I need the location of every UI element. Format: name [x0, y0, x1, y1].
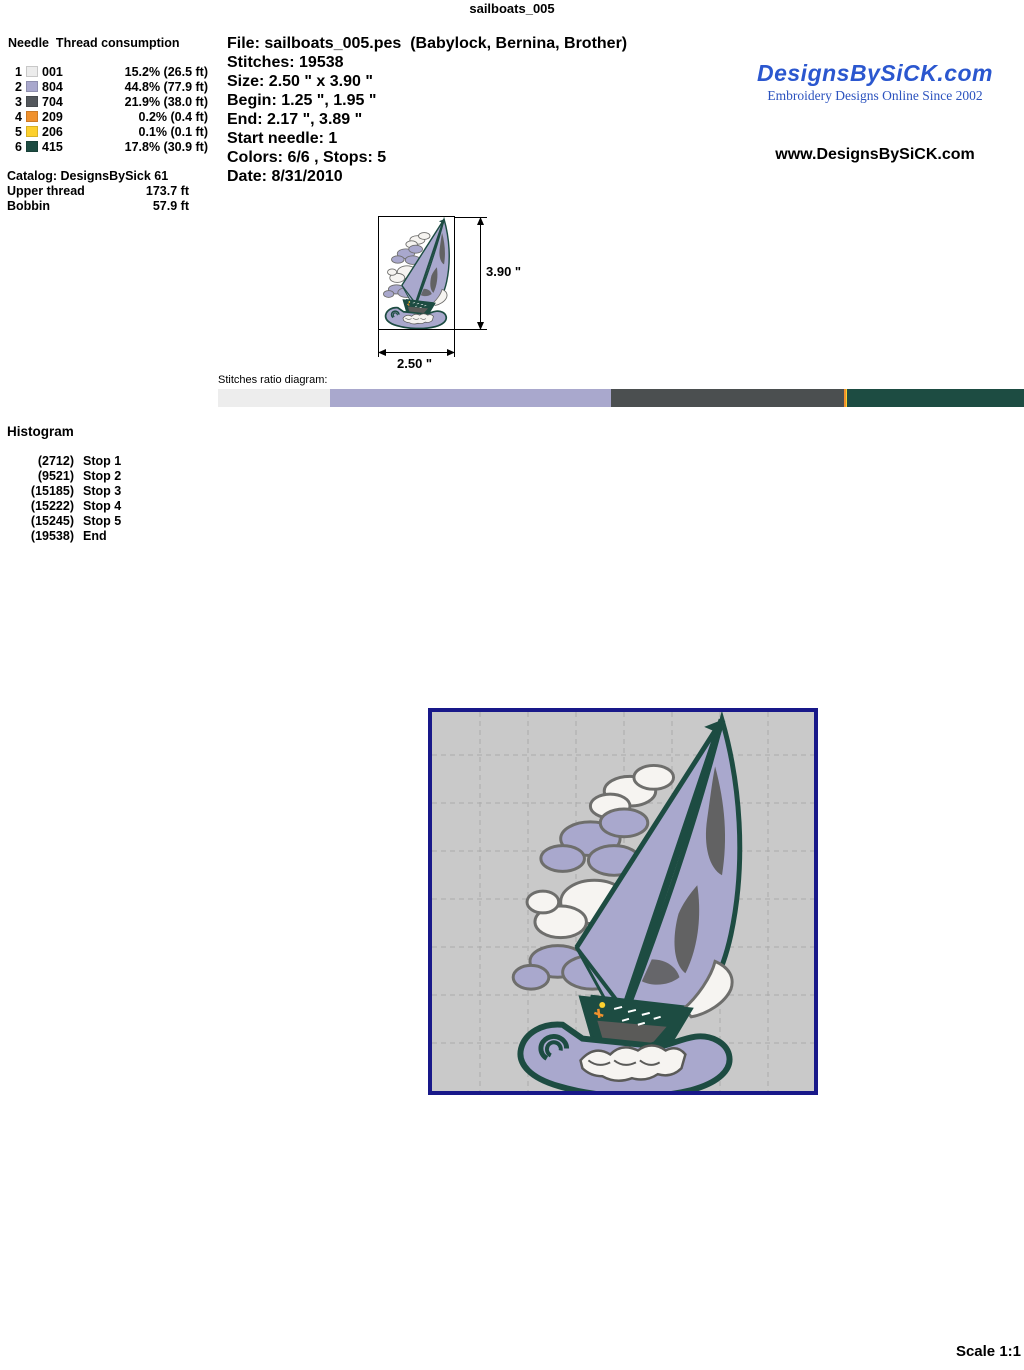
upper-thread-row	[7, 184, 189, 198]
thread-consumption: 21.9% (38.0 ft)	[124, 94, 208, 109]
ratio-segment-704	[611, 389, 845, 407]
histogram-list	[8, 454, 121, 544]
brand-block	[752, 60, 998, 104]
brand-tagline: Embroidery Designs Online Since 2002	[767, 88, 983, 103]
histogram-row	[8, 469, 121, 484]
info-line: File: sailboats_005.pes (Babylock, Bernina, Brother)	[227, 35, 628, 52]
info-line: Stitches: 19538	[227, 54, 344, 71]
bobbin-row	[7, 199, 189, 213]
upper-thread-value: 173.7 ft	[145, 184, 189, 198]
preview-canvas	[432, 712, 814, 1091]
color-swatch	[26, 96, 38, 107]
bobbin-label: Bobbin	[7, 199, 51, 213]
bobbin-value: 57.9 ft	[152, 199, 189, 213]
thread-code: 001	[42, 64, 63, 79]
sailboat-preview-image	[513, 720, 740, 1091]
histogram-row	[8, 529, 121, 544]
thread-row	[8, 94, 208, 109]
stitch-count: (9521)	[37, 469, 74, 483]
stop-label: Stop 2	[83, 469, 122, 483]
color-swatch	[26, 126, 38, 137]
needle-number: 2	[15, 79, 22, 94]
sailboat-thumbnail-image	[379, 217, 454, 329]
color-swatch	[26, 141, 38, 152]
thread-consumption: 0.2% (0.4 ft)	[138, 109, 208, 124]
stitch-count: (19538)	[30, 529, 74, 543]
thread-consumption: 15.2% (26.5 ft)	[124, 64, 208, 79]
stitch-count: (2712)	[37, 454, 74, 468]
histogram-row	[8, 499, 121, 514]
stop-label: Stop 5	[83, 514, 122, 528]
histogram-title: Histogram	[7, 424, 74, 439]
thread-row	[8, 109, 208, 124]
stop-label: Stop 1	[83, 454, 122, 468]
color-swatch	[26, 111, 38, 122]
thread-table	[8, 64, 208, 154]
catalog-line: Catalog: DesignsBySick 61	[7, 169, 169, 183]
stitches-ratio-bar	[218, 389, 1024, 407]
thread-row	[8, 79, 208, 94]
thread-code: 206	[42, 124, 63, 139]
thread-row	[8, 64, 208, 79]
upper-thread-label: Upper thread	[7, 184, 85, 198]
thread-row	[8, 139, 208, 154]
thread-code: 704	[42, 94, 63, 109]
brand-logo: DesignsBySiCK.com	[756, 60, 993, 86]
thread-row	[8, 124, 208, 139]
scale-label: Scale 1:1	[955, 1343, 1021, 1360]
stop-label: Stop 3	[83, 484, 122, 498]
stop-label: Stop 4	[83, 499, 122, 513]
thread-code: 415	[42, 139, 63, 154]
info-line: Start needle: 1	[227, 130, 338, 147]
needle-number: 3	[15, 94, 22, 109]
thread-code: 804	[42, 79, 63, 94]
needle-number: 1	[15, 64, 22, 79]
thread-table-header: Needle Thread consumption	[8, 36, 180, 50]
ratio-segment-001	[218, 389, 330, 407]
info-line: Size: 2.50 " x 3.90 "	[227, 73, 373, 90]
width-dimension-label: 2.50 "	[397, 356, 433, 371]
stitch-count: (15185)	[30, 484, 74, 498]
thread-consumption: 0.1% (0.1 ft)	[138, 124, 208, 139]
color-swatch	[26, 66, 38, 77]
stitch-count: (15245)	[30, 514, 74, 528]
width-dimension-lines	[374, 330, 464, 358]
stop-label: End	[83, 529, 107, 543]
histogram-row	[8, 454, 121, 469]
page-title: sailboats_005	[469, 1, 555, 16]
ratio-segment-804	[330, 389, 611, 407]
ratio-diagram-label: Stitches ratio diagram:	[218, 374, 328, 386]
height-dimension-label: 3.90 "	[486, 264, 522, 279]
info-line: Begin: 1.25 ", 1.95 "	[227, 92, 377, 109]
thread-code: 209	[42, 109, 63, 124]
color-swatch	[26, 81, 38, 92]
stitch-count: (15222)	[30, 499, 74, 513]
histogram-row	[8, 514, 121, 529]
info-line: Date: 8/31/2010	[227, 168, 343, 185]
histogram-row	[8, 484, 121, 499]
info-line: End: 2.17 ", 3.89 "	[227, 111, 363, 128]
info-line: Colors: 6/6 , Stops: 5	[227, 149, 387, 166]
needle-number: 5	[15, 124, 22, 139]
thread-consumption: 17.8% (30.9 ft)	[124, 139, 208, 154]
needle-number: 4	[15, 109, 22, 124]
file-info-block	[227, 34, 627, 186]
design-preview	[428, 708, 818, 1095]
thread-consumption: 44.8% (77.9 ft)	[124, 79, 208, 94]
needle-number: 6	[15, 139, 22, 154]
ratio-segment-415	[847, 389, 1024, 407]
website-url: www.DesignsBySiCK.com	[775, 146, 975, 163]
design-thumbnail	[378, 216, 455, 330]
